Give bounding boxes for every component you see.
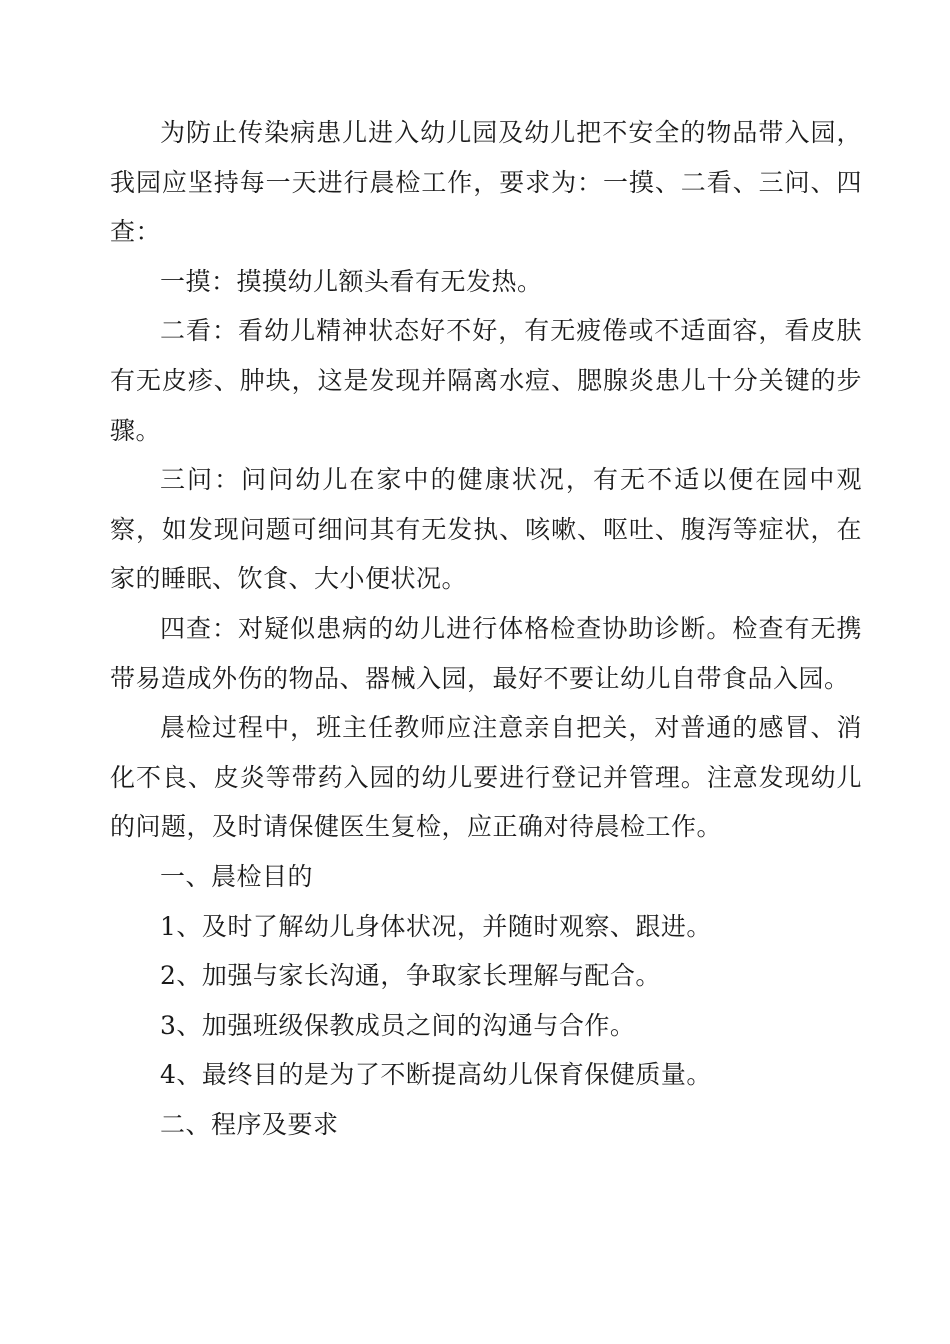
list-item: 2、加强与家长沟通，争取家长理解与配合。: [160, 961, 661, 991]
paragraph-touch: 一摸：摸摸幼儿额头看有无发热。: [160, 266, 543, 296]
paragraph-intro: 为防止传染病患儿进入幼儿园及幼儿把不安全的物品带入园，我园应坚持每一天进行晨检工作，要求为：一摸、二看、三问、四查：: [110, 118, 862, 247]
document-body: [110, 108, 862, 1149]
paragraph-ask: 三问：问问幼儿在家中的健康状况，有无不适以便在园中观察，如发现问题可细问其有无发执、咳嗽、呕吐、腹泻等症状，在家的睡眠、饮食、大小便状况。: [110, 465, 862, 594]
list-item: 1、及时了解幼儿身体状况，并随时观察、跟进。: [160, 911, 712, 941]
paragraph-check: 四查：对疑似患病的幼儿进行体格检查协助诊断。检查有无携带易造成外伤的物品、器械入园，最好不要让幼儿自带食品入园。: [110, 613, 862, 693]
list-item: 3、加强班级保教成员之间的沟通与合作。: [160, 1010, 636, 1040]
paragraph-look: 二看：看幼儿精神状态好不好，有无疲倦或不适面容，看皮肤有无皮疹、肿块，这是发现并隔离水痘、腮腺炎患儿十分关键的步骤。: [110, 316, 862, 445]
paragraph-process: 晨检过程中，班主任教师应注意亲自把关，对普通的感冒、消化不良、皮炎等带药入园的幼儿要进行登记并管理。注意发现幼儿的问题，及时请保健医生复检，应正确对待晨检工作。: [110, 713, 862, 842]
section-heading-procedure: 二、程序及要求: [160, 1109, 339, 1139]
section-heading-purpose: 一、晨检目的: [160, 861, 314, 891]
list-item: 4、最终目的是为了不断提高幼儿保育保健质量。: [160, 1060, 712, 1090]
